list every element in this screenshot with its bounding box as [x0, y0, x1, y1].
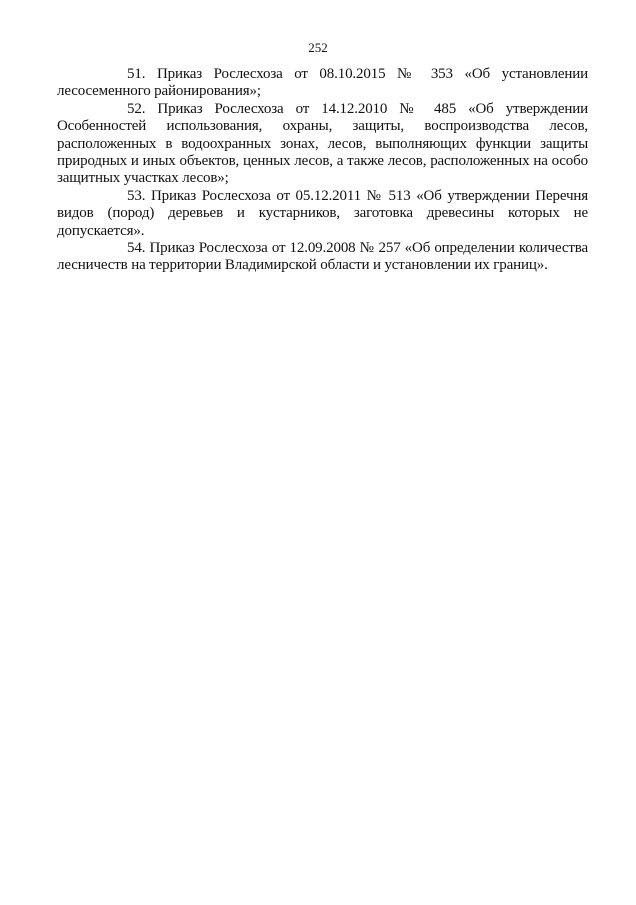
list-item: [57, 240, 588, 275]
list-item-text: Приказ Рослесхоза от 08.10.2015 № 353 «Об установлении лесосеменного районирования»;: [57, 66, 589, 100]
page-number: 252: [308, 40, 328, 55]
list-item: [57, 66, 588, 101]
list-item-number: 52.: [127, 100, 146, 117]
list-item: [57, 101, 588, 188]
document-body: [57, 66, 588, 275]
list-item-text: Приказ Рослесхоза от 12.09.2008 № 257 «Об определении количества лесничеств на территории Владимирской области и установлении их границ».: [57, 240, 588, 274]
list-item-number: 54.: [127, 240, 146, 257]
list-item-text: Приказ Рослесхоза от 05.12.2011 № 513 «Об утверждении Перечня видов (пород) деревьев и кустарников, заготовка древесины которых не допускается».: [57, 187, 588, 239]
list-item-number: 51.: [127, 66, 146, 82]
list-item-number: 53.: [127, 187, 146, 204]
list-item: [57, 188, 588, 240]
list-item-text: Приказ Рослесхоза от 14.12.2010 № 485 «Об утверждении Особенностей использования, охраны, защиты, воспроизводства лесов, расположенных в водоохранных зонах, лесов, выполняющих функции защиты природных и иных объектов, ценных лесов, а также лесов, расположенных на особо защитных участках лесов»;: [57, 100, 588, 187]
